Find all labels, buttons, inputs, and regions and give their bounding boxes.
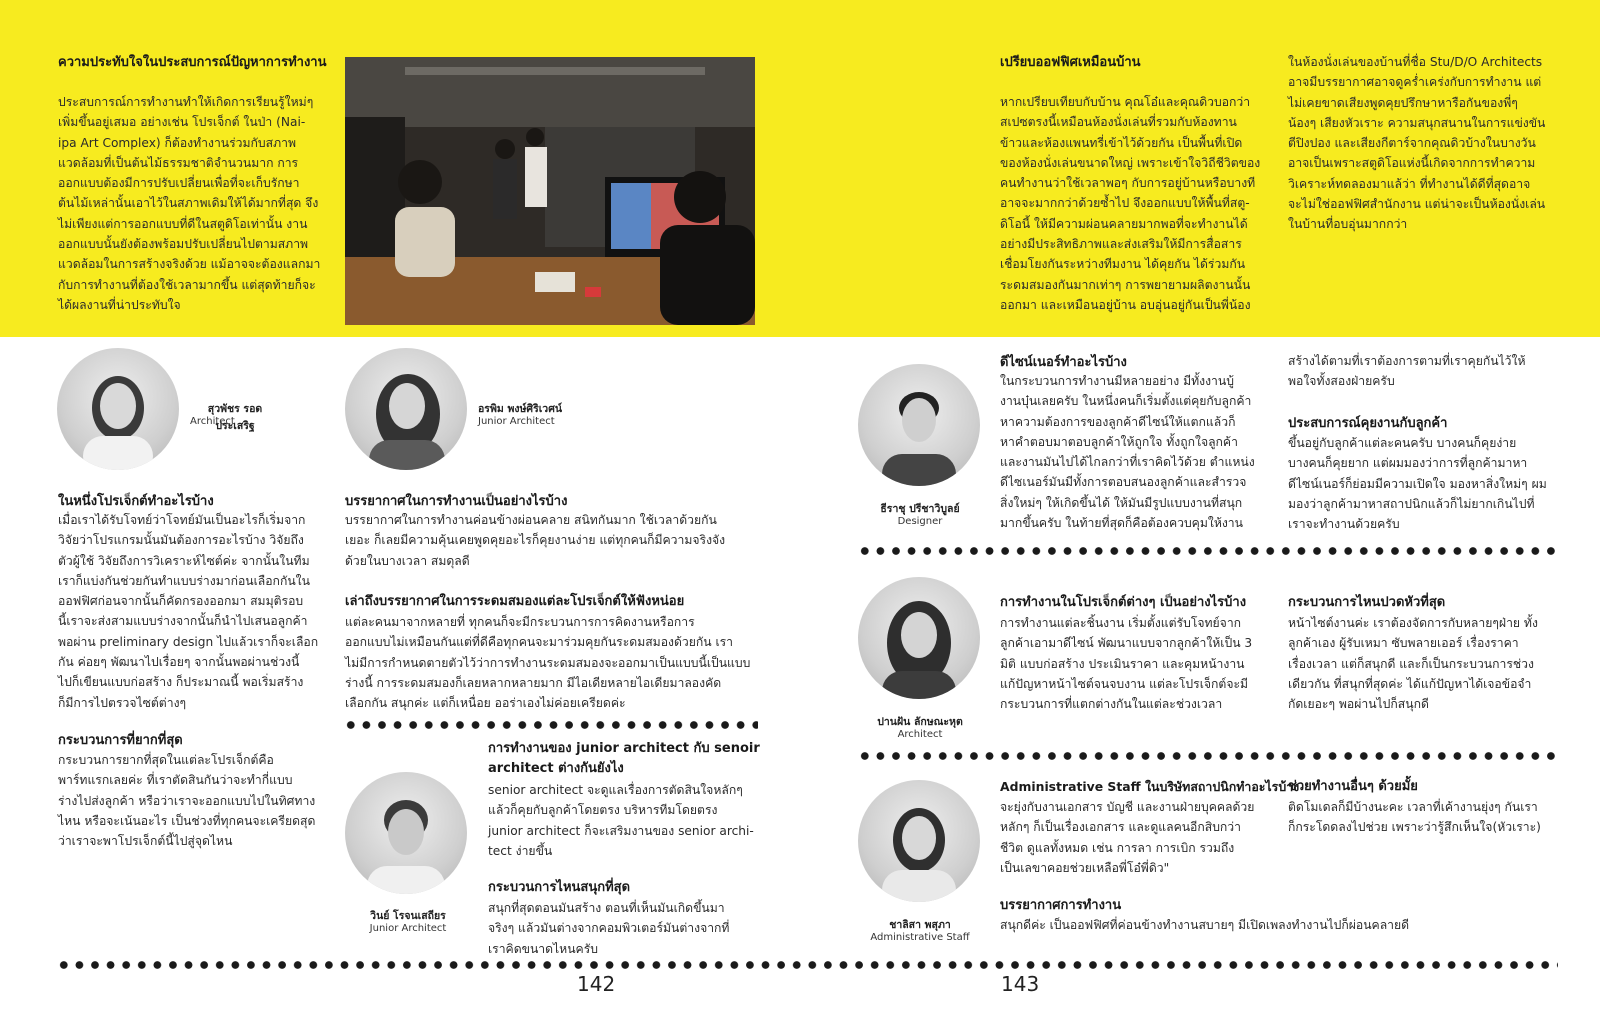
person-name: อรพิม พงษ์ศิริเวศน์	[478, 403, 563, 415]
answer-body: ติดโมเดลก็มีบ้างนะคะ เวลาที่เค้างานยุ่งๆ กันเรา ก็กระโดดลงไปช่วย เพราะว่ารู้สึกเห็นใจ(หัวเราะ)	[1288, 800, 1541, 835]
dotted-divider	[857, 751, 1557, 761]
person-portrait-icon	[345, 772, 467, 894]
question-heading: กระบวนการไหนปวดหัวที่สุด	[1288, 595, 1446, 610]
avatar-suwapat	[57, 348, 179, 470]
answer-body: จะยุ่งกับงานเอกสาร บัญชี และงานฝ่ายบุคคลด้วย หลักๆ ก็เป็นเรื่องเอกสาร และดูแลคนอีกสิบกว่า ชีวิต ดูแลทั้งหมด เช่น การลา การเบิก รวมถึง เป็นเลขาคอยช่วยเหลือพี่โอ๋พี่ดิว"	[1000, 800, 1255, 875]
question-heading: ช่วยทำงานอื่นๆ ด้วยมั้ย	[1288, 779, 1418, 794]
question-heading: บรรยากาศการทำงาน	[1000, 898, 1122, 913]
answer-body: กระบวนการยากที่สุดในแต่ละโปรเจ็กต์คือ พาร์ทแรกเลยค่ะ ที่เราตัดสินกันว่าจะทำกี่แบบ ร่างไปส่งลูกค้า หรือว่าเราจะออกแบบไปในทิศทาง ไหน หรือจะเน้นอะไร เป็นช่วงที่ทุกคนจะเครียดสุด ว่าเราจะพาโปรเจ็กต์นี้ไปสู่จุดไหน	[58, 753, 316, 849]
question-heading: กระบวนการที่ยากที่สุด	[58, 733, 183, 748]
answer-body: แต่ละคนมาจากหลายที่ ทุกคนก็จะมีกระบวนการการคิดงานหรือการ ออกแบบไม่เหมือนกันแต่ที่ดีคือทุกคนจะมาร่วมคุยกันระดมสมองด้วยกัน เรา ไม่มีการกำหนดตายตัวไว้ว่าการทำงานระดมสมองจะออกมาเป็นแบบนี้เป็นแบบ ร่างนี้ การระดมสมองก็เลยหลากหลายมาก มีไอเดียหลายไอเดียมาลองคัด เลือกกัน สนุกค่ะ แต่ก็เหนื่อย ออร่าเองไม่ค่อยเครียดค่ะ	[345, 615, 751, 711]
question-heading: การทำงานของ junior architect กับ senoir architect ต่างกันยังไง	[488, 741, 760, 776]
answer-body: การทำงานแต่ละชิ้นงาน เริ่มตั้งแต่รับโจทย์จาก ลูกค้าเอามาดีไซน์ พัฒนาแบบจากลูกค้าให้เป็น 3 มิติ แบบก่อสร้าง ประเมินราคา และคุมหน้างาน แก้ปัญหาหน้าไซต์จนจบงาน แต่ละโปรเจ็กต์จะมี กระบวนการที่แตกต่างกันในแต่ละช่วงเวลา	[1000, 616, 1253, 712]
page-number-left: 142	[577, 972, 616, 996]
question-heading: ดีไซน์เนอร์ทำอะไรบ้าง	[1000, 355, 1127, 370]
answer-body: บรรยากาศในการทำงานค่อนข้างผ่อนคลาย สนิทกันมาก ใช้เวลาด้วยกัน เยอะ ก็เลยมีความคุ้นเคยพูดคุยอะไรก็คุยงานง่าย แต่ทุกคนก็มีความจริงจัง ด้วยในบางเวลา สมดุลดี	[345, 513, 726, 568]
intro-body-right-col1: หากเปรียบเทียบกับบ้าน คุณโอ๋และคุณดิวบอกว่า สเปซตรงนี้เหมือนห้องนั่งเล่นที่รวมกับห้องทาน ข้าวและห้องแพนทรี่เข้าไว้ด้วยกัน เป็นพื้นที่เปิด ของห้องนั่งเล่นขนาดใหญ่ เพราะเข้าใจวิถีชีวิตของ คนทำงานว่าใช้เวลาพอๆ กับการอยู่บ้านหรือบางที อาจจะมากกว่าด้วยซ้ำไป จึงออกแบบให้พื้นที่สตู- ดิโอนี้ ให้มีความผ่อนคลายมากพอที่จะทำงานได้ อย่างมีประสิทธิภาพและส่งเสริมให้มีการสื่อสาร เชื่อมโยงกันระหว่างทีมงาน ได้คุยกัน ได้ร่วมกัน ระดมสมองกันมากเท่าๆ การพยายามผลิตงานนั้น ออกมา และเหมือนอยู่บ้าน อบอุ่นอยู่กันเป็นพี่น้อง	[1000, 95, 1261, 312]
avatar-panfan	[858, 577, 980, 699]
page-number-right: 143	[1001, 972, 1040, 996]
question-heading: เล่าถึงบรรยากาศในการระดมสมองแต่ละโปรเจ็กต์ให้ฟังหน่อย	[345, 594, 685, 609]
question-heading: Administrative Staff ในบริษัทสถาปนิกทำอะไรบ้าง	[1000, 779, 1300, 794]
answer-body: senior architect จะดูแลเรื่องการตัดสินใจหลักๆ แล้วก็คุยกับลูกค้าโดยตรง บริหารทีมโดยตรง junior architect ก็จะเสริมงานของ senior archi- tect ง่ายขึ้น	[488, 783, 754, 858]
avatar-orapim	[345, 348, 467, 470]
person-role: Junior Architect	[478, 416, 555, 427]
bottom-dotted-divider	[56, 960, 1558, 970]
person-name: ธีราชุ ปรีชาวิบูลย์	[880, 503, 960, 515]
person-portrait-icon	[345, 348, 467, 470]
person-name: ชาลิสา พสุภา	[889, 919, 951, 931]
person-role: Junior Architect	[369, 923, 447, 934]
answer-body-continued: สร้างได้ตามที่เราต้องการตามที่เราคุยกันไว้ให้ พอใจทั้งสองฝ่ายครับ	[1288, 354, 1526, 389]
person-role: Architect	[897, 729, 943, 740]
avatar-chalisa	[858, 780, 980, 902]
avatar-teerachu	[858, 364, 980, 486]
answer-body: สนุกที่สุดตอนมันสร้าง ตอนที่เห็นมันเกิดขึ้นมา จริงๆ แล้วมันต่างจากคอมพิวเตอร์มันต่างจากที่ เราคิดขนาดไหนครับ	[488, 901, 730, 956]
person-role: Designer	[897, 516, 943, 527]
person-role: Architect	[190, 416, 235, 427]
question-heading: ในหนึ่งโปรเจ็กต์ทำอะไรบ้าง	[58, 494, 214, 509]
answer-body: สนุกดีค่ะ เป็นออฟฟิศที่ค่อนข้างทำงานสบายๆ มีเปิดเพลงทำงานไปก็ผ่อนคลายดี	[1000, 918, 1410, 932]
person-name: วินย์ โรจนเสถียร	[370, 910, 446, 922]
answer-body: ขึ้นอยู่กับลูกค้าแต่ละคนครับ บางคนก็คุยง่าย บางคนก็คุยยาก แต่ผมมองว่าการที่ลูกค้ามาหา ดีไซน์เนอร์ก็ย่อมมีความเปิดใจ มองหาสิ่งใหม่ๆ ผม มองว่าลูกค้ามาหาสถาปนิกแล้วก็ไม่ยากเกินไปที่ เราจะทำงานด้วยครับ	[1288, 436, 1547, 532]
person-portrait-icon	[858, 364, 980, 486]
office-photo	[345, 57, 755, 325]
question-heading: การทำงานในโปรเจ็กต์ต่างๆ เป็นอย่างไรบ้าง	[1000, 595, 1247, 610]
person-name: สุวพัชร รอดประเสริฐ	[207, 403, 263, 432]
intro-body-left: ประสบการณ์การทำงานทำให้เกิดการเรียนรู้ใหม่ๆ เพิ่มขึ้นอยู่เสมอ อย่างเช่น โปรเจ็กต์ ในป่า (Nai- ipa Art Complex) ก็ต้องทำงานร่วมกับสภาพ แวดล้อมที่เป็นต้นไม้ธรรมชาติจำนวนมาก การ ออกแบบต้องมีการปรับเปลี่ยนเพื่อที่จะเก็บรักษา ต้นไม้เหล่านั้นเอาไว้ในสภาพเดิมให้ได้มากที่สุด จึง ไม่เพียงแต่การออกแบบที่ดีในสตูดิโอเท่านั้น งาน ออกแบบนั้นยังต้องพร้อมปรับเปลี่ยนไปตามสภาพ แวดล้อมในการสร้างจริงด้วย แม้อาจจะต้องแลกมา กับการทำงานที่ต้องใช้เวลามากขึ้น แต่สุดท้ายก็จะ ได้ผลงานที่น่าประทับใจ	[58, 95, 321, 312]
intro-heading-right: เปรียบออฟฟิศเหมือนบ้าน	[1000, 55, 1141, 70]
question-heading: ประสบการณ์คุยงานกับลูกค้า	[1288, 416, 1448, 431]
intro-body-right-col2: ในห้องนั่งเล่นของบ้านที่ชื่อ Stu/D/O Architects อาจมีบรรยากาศอาจดูคร่ำเคร่งกับการทำงาน แต่ ไม่เคยขาดเสียงพูดคุยปรึกษาหารือกันของพี่ๆ น้องๆ เสียงหัวเราะ ความสนุกสนานในการแข่งขัน ตีปิงปอง และเสียงกีตาร์จากคุณดิวบ้างในบางวัน อาจเป็นเพราะสตูดิโอแห่งนี้เกิดจากการทำความ วิเคราะห์ทดลองมาแล้ว่า ที่ทำงานได้ดีที่สุดอาจ จะไม่ใช่ออฟฟิศสำนักงาน แต่น่าจะเป็นห้องนั่งเล่น ในบ้านที่อบอุ่นมากกว่า	[1288, 55, 1546, 232]
person-portrait-icon	[57, 348, 179, 470]
question-heading: บรรยากาศในการทำงานเป็นอย่างไรบ้าง	[345, 494, 568, 509]
dotted-divider	[343, 720, 758, 730]
person-role: Administrative Staff	[870, 932, 970, 943]
answer-body: ในกระบวนการทำงานมีหลายอย่าง มีทั้งงานบู้ งานบุ๋นเลยครับ ในหนึ่งคนก็เริ่มตั้งแต่คุยกับลูกค้า หาความต้องการของลูกค้าดีไซน์ให้แตกแล้วก็ หาคำตอบมาตอบลูกค้าให้ถูกใจ ทั้งถูกใจลูกค้า และงานมันไปได้ไกลกว่าที่เราคิดไว้ด้วย ตำแหน่ง ดีไซเนอร์มันมีทั้งการตอบสนองลูกค้าและสำรวจ สิ่งใหม่ๆ ให้เกิดขึ้นได้ ให้มันมีรูปแบบงานที่สนุก มากขึ้นครับ ในท้ายที่สุดก็คือต้องควบคุมให้งาน	[1000, 374, 1255, 531]
answer-body: เมื่อเราได้รับโจทย์ว่าโจทย์มันเป็นอะไรก็เริ่มจาก วิจัยว่าโปรแกรมนั้นมันต้องการอะไรบ้าง วิจัยถึง ตัวผู้ใช้ วิจัยถึงการวิเคราะห์ไซต์ค่ะ จากนั้นในทีม เราก็แบ่งกันช่วยกันทำแบบร่างมาก่อนเลือกกันใน ออฟฟิศก่อนจากนั้นก็คัดกรองออกมา สมมุติรอบ นี้เราจะส่งสามแบบร่างจากนั้นก็นำไปเสนอลูกค้า พอผ่าน preliminary design ไปแล้วเราก็จะเลือก กัน ค่อยๆ พัฒนาไปเรื่อยๆ จากนั้นพอผ่านช่วงนี้ ไปก็เขียนแบบก่อสร้าง ก็ประมาณนี้ พอเริ่มสร้าง ก็มีการไปตรวจไซต์ต่างๆ	[58, 513, 319, 710]
question-heading: กระบวนการไหนสนุกที่สุด	[488, 880, 631, 895]
person-portrait-icon	[858, 780, 980, 902]
dotted-divider	[857, 546, 1557, 556]
answer-body: หน้าไซต์งานค่ะ เราต้องจัดการกับหลายๆฝ่าย ทั้ง ลูกค้าเอง ผู้รับเหมา ซับพลายเออร์ เรื่องราคา เรื่องเวลา แต่ก็สนุกดี และก็เป็นกระบวนการช่วง เดียวกัน ที่สนุกที่สุดค่ะ ได้แก้ปัญหาได้เจอข้อจำ กัดเยอะๆ พอผ่านไปก็สนุกดี	[1288, 616, 1538, 712]
person-portrait-icon	[858, 577, 980, 699]
avatar-win	[345, 772, 467, 894]
office-photo-illustration	[345, 57, 755, 325]
intro-heading-left: ความประทับใจในประสบการณ์ปัญหาการทำงาน	[58, 55, 327, 70]
person-name: ปานฝัน ลักษณะหุต	[877, 716, 963, 728]
